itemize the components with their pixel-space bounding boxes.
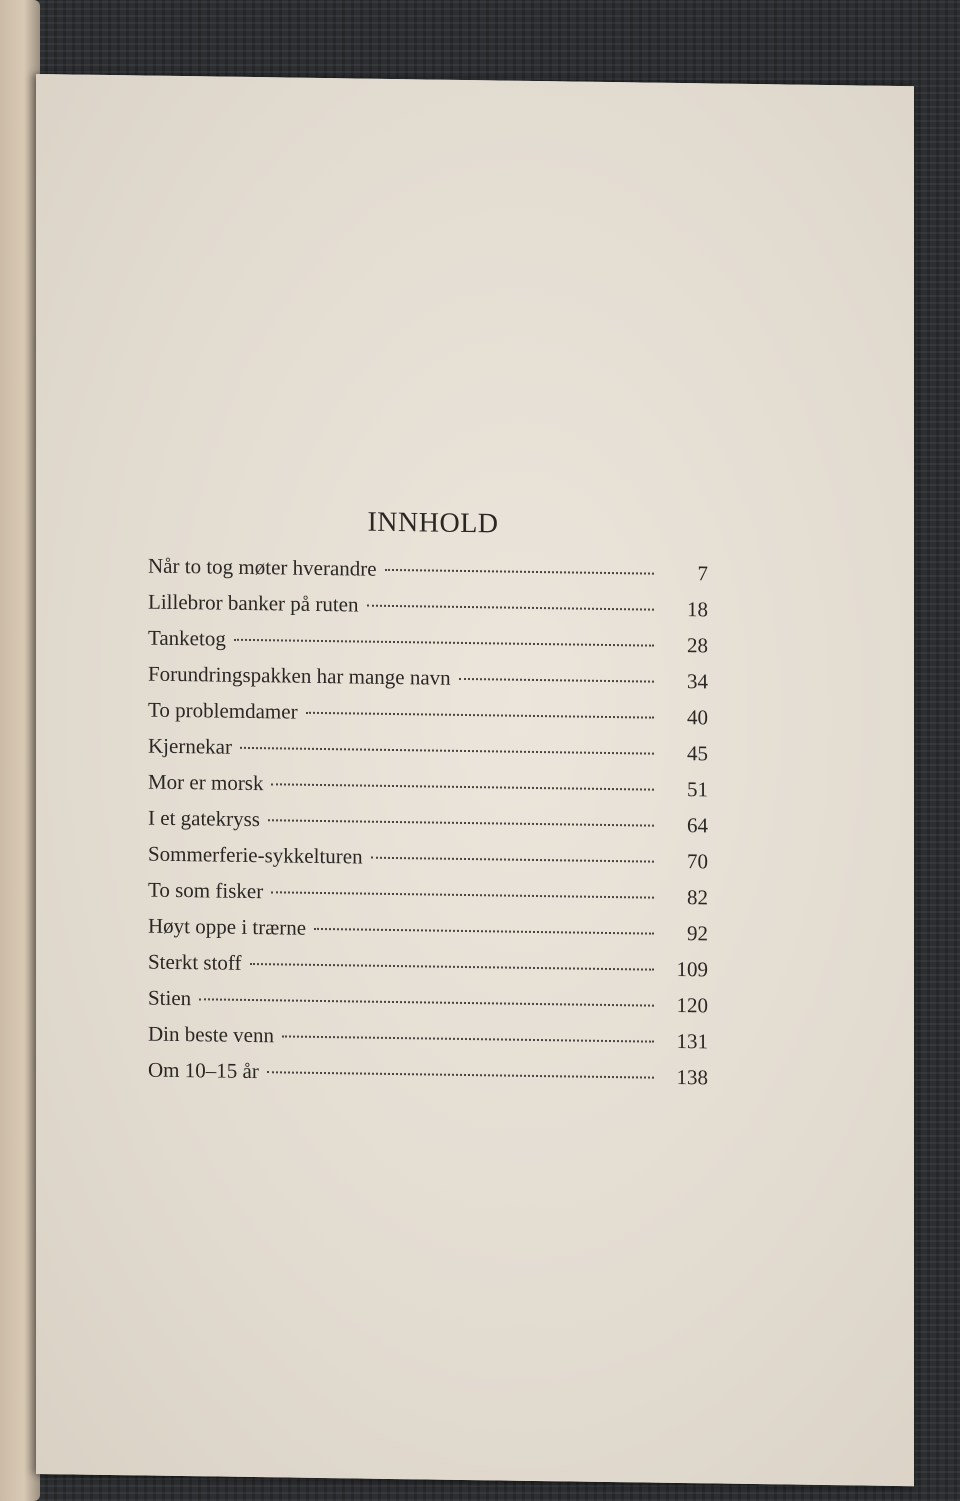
toc-entry-title: To som fisker [148, 877, 264, 904]
toc-entry-page: 82 [687, 885, 708, 910]
toc-entry [148, 1058, 708, 1102]
toc-entry-page: 120 [676, 992, 708, 1018]
toc-entry-title: Forundringspakken har mange navn [148, 661, 451, 690]
dot-leader [271, 891, 654, 898]
toc-entry-title: Mor er morsk [148, 769, 264, 796]
dot-leader [234, 639, 654, 647]
toc-entry-page: 28 [687, 633, 708, 658]
toc-entry-title: I et gatekryss [148, 805, 260, 832]
toc-entry-page: 109 [676, 956, 708, 982]
toc-entry-title: Når to tog møter hverandre [148, 553, 377, 581]
dot-leader [240, 747, 654, 755]
toc-entry-title: To problemdamer [148, 697, 298, 724]
toc-entry-title: Kjernekar [148, 733, 232, 759]
toc-title: INNHOLD [367, 506, 499, 540]
toc-entry-page: 138 [676, 1064, 708, 1090]
book-page [36, 74, 914, 1486]
dot-leader [314, 928, 654, 935]
toc-entry-title: Høyt oppe i trærne [148, 913, 307, 940]
dot-leader [267, 1071, 654, 1078]
toc-list [148, 554, 708, 1102]
toc-entry-title: Din beste venn [148, 1021, 274, 1048]
dot-leader [271, 783, 654, 790]
toc-entry-title: Sterkt stoff [148, 949, 242, 975]
dot-leader [371, 857, 654, 863]
previous-page-edge [0, 0, 40, 1501]
dot-leader [268, 819, 654, 826]
dot-leader [385, 569, 654, 575]
dot-leader [459, 678, 654, 683]
toc-entry-page: 45 [687, 741, 708, 766]
toc-entry-page: 18 [687, 597, 708, 622]
table-of-contents [148, 504, 708, 1102]
toc-entry-page: 92 [687, 921, 708, 946]
toc-entry-title: Stien [148, 985, 192, 1011]
toc-entry-page: 7 [697, 561, 708, 586]
dot-leader [199, 998, 654, 1006]
toc-entry-page: 70 [687, 849, 708, 874]
toc-entry-page: 131 [676, 1028, 708, 1054]
dot-leader [306, 712, 654, 719]
toc-entry-page: 51 [687, 777, 708, 802]
toc-entry-title: Sommerferie-sykkelturen [148, 841, 363, 869]
toc-entry-page: 40 [687, 705, 708, 730]
toc-entry-title: Tanketog [148, 625, 226, 651]
dot-leader [250, 963, 654, 971]
dot-leader [367, 605, 655, 611]
toc-entry-page: 34 [687, 669, 708, 694]
dot-leader [282, 1035, 654, 1042]
toc-entry-page: 64 [687, 813, 708, 838]
toc-entry-title: Lillebror banker på ruten [148, 589, 359, 617]
toc-entry-title: Om 10–15 år [148, 1057, 259, 1084]
